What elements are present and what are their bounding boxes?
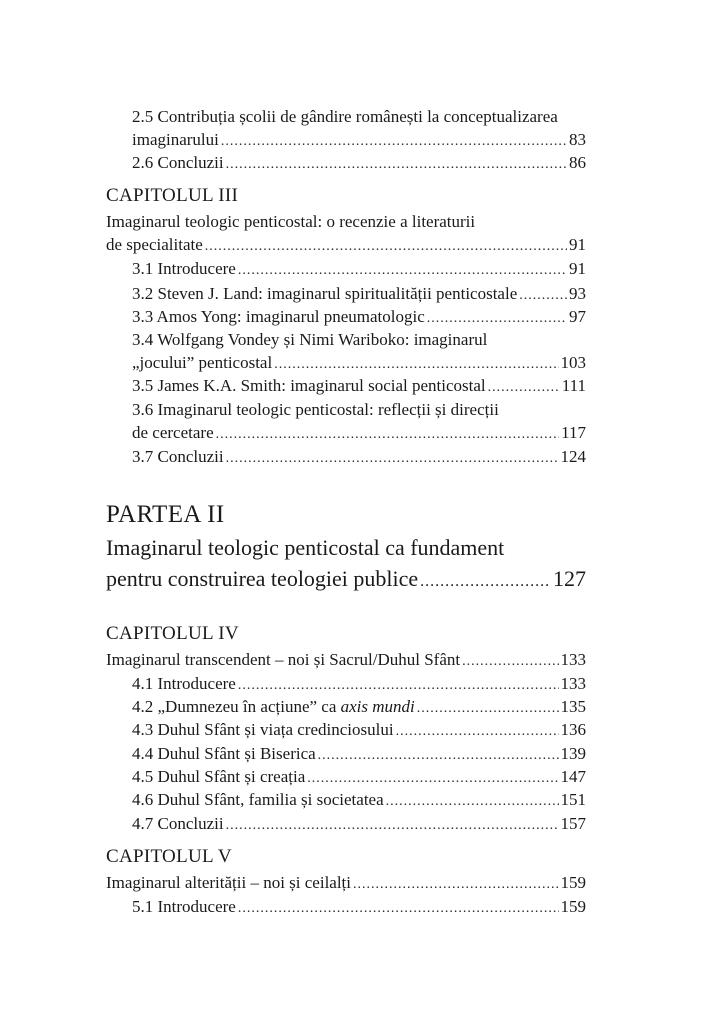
chapter-3-title-line1: Imaginarul teologic penticostal: o recenzie a literaturii <box>106 212 476 231</box>
toc-entry-4-2 <box>132 696 586 720</box>
toc-entry-title: de cercetare <box>132 423 214 442</box>
toc-entry-title <box>132 696 415 718</box>
part-2-title <box>106 565 586 596</box>
toc-entry-title: 4.1 Introducere <box>132 674 236 693</box>
toc-entry-3-7 <box>132 446 586 470</box>
toc-page-number: 124 <box>560 447 586 466</box>
dot-leader <box>216 424 560 446</box>
chapter-3-title <box>106 234 586 258</box>
toc-entry-3-1 <box>132 258 586 282</box>
toc-page-number: 159 <box>560 897 586 916</box>
toc-entry-title: 3.5 James K.A. Smith: imaginarul social penticostal <box>132 376 486 395</box>
toc-entry-title: 4.4 Duhul Sfânt și Biserica <box>132 744 316 763</box>
toc-entry-title: 4.3 Duhul Sfânt și viața credinciosului <box>132 720 394 739</box>
toc-entry-title: 2.6 Concluzii <box>132 153 224 172</box>
toc-entry-title: pentru construirea teologiei publice <box>106 566 419 591</box>
toc-entry-4-5 <box>132 766 586 790</box>
toc-page-number: 133 <box>560 650 586 669</box>
dot-leader <box>386 791 559 813</box>
dot-leader <box>226 448 559 470</box>
toc-entry-title: Imaginarul alterității – noi și ceilalți <box>106 873 352 892</box>
toc-page-number: 91 <box>569 235 586 254</box>
toc-entry-title: 4.7 Concluzii <box>132 814 224 833</box>
chapter-4-label: CAPITOLUL IV <box>106 623 239 644</box>
toc-entry-title: 3.2 Steven J. Land: imaginarul spiritualității penticostale <box>132 284 518 303</box>
toc-page-number: 91 <box>569 259 586 278</box>
dot-leader <box>221 131 567 153</box>
dot-leader <box>274 354 558 376</box>
toc-entry-title: 3.3 Amos Yong: imaginarul pneumatologic <box>132 307 425 326</box>
toc-entry-title-italic: axis mundi <box>340 697 415 716</box>
toc-page-number: 111 <box>561 376 586 395</box>
toc-entry-title: 5.1 Introducere <box>132 897 236 916</box>
dot-leader <box>353 874 558 896</box>
toc-page-number: 86 <box>569 153 586 172</box>
chapter-5-label: CAPITOLUL V <box>106 846 232 867</box>
toc-entry-title: 4.6 Duhul Sfânt, familia și societatea <box>132 790 384 809</box>
toc-entry-4-1 <box>132 673 586 697</box>
toc-entry-title: 4.5 Duhul Sfânt și creația <box>132 767 306 786</box>
toc-entry-3-4 <box>132 352 586 376</box>
toc-page-number: 133 <box>560 674 586 693</box>
dot-leader <box>396 721 559 743</box>
toc-page-number: 117 <box>561 423 586 442</box>
toc-page-number: 139 <box>560 744 586 763</box>
dot-leader <box>238 898 559 920</box>
toc-page-number: 127 <box>553 566 586 591</box>
toc-entry-title: Imaginarul transcendent – noi și Sacrul/Duhul Sfânt <box>106 650 461 669</box>
toc-entry-title: „jocului” penticostal <box>132 353 273 372</box>
toc-page-number: 83 <box>569 130 586 149</box>
dot-leader <box>226 815 559 837</box>
dot-leader <box>226 154 567 176</box>
toc-entry-title: 3.7 Concluzii <box>132 447 224 466</box>
toc-entry-3-4-line1: 3.4 Wolfgang Vondey și Nimi Wariboko: imaginarul <box>132 330 488 349</box>
toc-page-number: 151 <box>560 790 586 809</box>
toc-entry-3-2 <box>132 283 586 307</box>
dot-leader <box>238 675 559 697</box>
toc-page-number: 159 <box>560 873 586 892</box>
toc-entry-3-6 <box>132 422 586 446</box>
dot-leader <box>420 568 551 596</box>
toc-page-number: 157 <box>560 814 586 833</box>
dot-leader <box>462 651 558 673</box>
dot-leader <box>519 285 567 307</box>
chapter-5-title <box>106 872 586 896</box>
toc-page-number: 97 <box>569 307 586 326</box>
chapter-4-title <box>106 649 586 673</box>
toc-page-number: 135 <box>560 697 586 716</box>
toc-entry-2-5-line1: 2.5 Contribuția școlii de gândire românești la conceptualizarea <box>132 107 558 126</box>
dot-leader <box>307 768 558 790</box>
toc-entry-4-6 <box>132 789 586 813</box>
dot-leader <box>417 698 559 720</box>
dot-leader <box>238 260 567 282</box>
toc-entry-3-5 <box>132 375 586 399</box>
toc-entry-3-6-line1: 3.6 Imaginarul teologic penticostal: reflecții și direcții <box>132 400 499 419</box>
toc-page-number: 93 <box>569 284 586 303</box>
part-2-title-line1: Imaginarul teologic penticostal ca fundament <box>106 535 505 560</box>
toc-entry-4-4 <box>132 743 586 767</box>
toc-page-number: 103 <box>560 353 586 372</box>
dot-leader <box>205 236 567 258</box>
toc-entry-2-6 <box>132 152 586 176</box>
part-2-label: PARTEA II <box>106 501 225 528</box>
toc-page-number: 147 <box>560 767 586 786</box>
toc-entry-4-7 <box>132 813 586 837</box>
chapter-3-label: CAPITOLUL III <box>106 185 239 206</box>
toc-entry-3-3 <box>132 306 586 330</box>
toc-entry-4-3 <box>132 719 586 743</box>
toc-page-number: 136 <box>560 720 586 739</box>
toc-entry-2-5 <box>132 129 586 153</box>
toc-entry-title: 3.1 Introducere <box>132 259 236 278</box>
toc-entry-title: imaginarului <box>132 130 219 149</box>
dot-leader <box>488 377 560 399</box>
toc-entry-title-prefix: 4.2 „Dumnezeu în acțiune” ca <box>132 697 341 716</box>
dot-leader <box>318 745 559 767</box>
dot-leader <box>427 308 567 330</box>
toc-entry-5-1 <box>132 896 586 920</box>
toc-entry-title: de specialitate <box>106 235 203 254</box>
